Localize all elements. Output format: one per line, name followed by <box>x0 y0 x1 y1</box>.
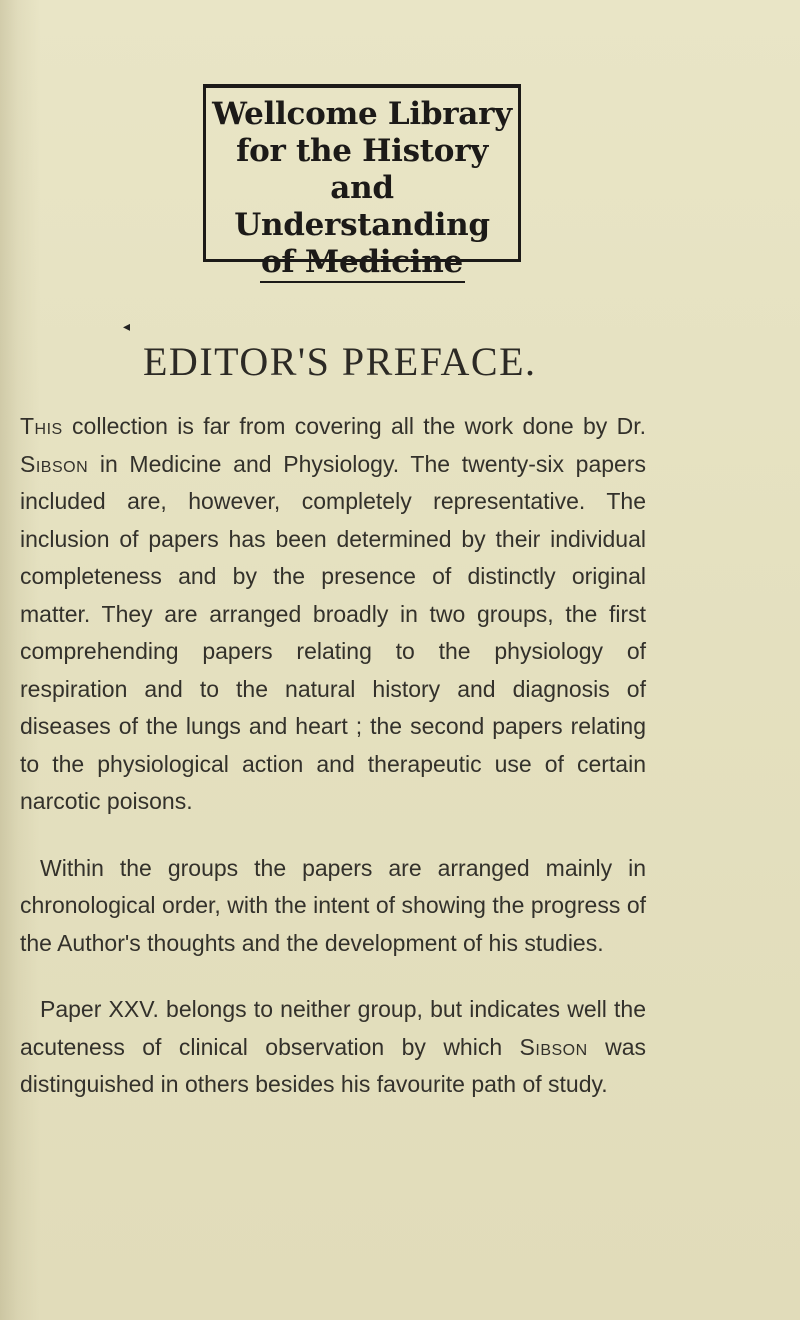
author-name-2: Sibson <box>519 1033 588 1060</box>
paragraph-2 <box>20 850 646 963</box>
stamp-line-4: of Medicine <box>260 244 465 283</box>
paragraph-1-text-a: collection is far from covering all the work done by Dr. <box>62 413 646 439</box>
paragraph-1 <box>20 408 646 821</box>
stamp-line-2: for the History <box>236 133 488 169</box>
stamp-line-1: Wellcome Library <box>212 96 512 132</box>
stamp-line-3: and Understanding <box>234 170 490 243</box>
paragraph-1-text-b: in Medicine and Physiology. The twenty-six papers included are, however, completely representative. The inclusion of papers has been determined by their individual completeness and by the presence of distinctly original matter. They are arranged broadly in two groups, the first comprehending papers relating to the physiology of respiration and to the natural history and diagnosis of diseases of the lungs and heart ; the second papers relating to the physiological action and therapeutic use of certain narcotic poisons. <box>20 450 646 814</box>
library-stamp <box>203 84 521 280</box>
paragraph-2-text: Within the groups the papers are arranged mainly in chronological order, with the intent of showing the progress of the Author's thoughts and the development of his studies. <box>20 854 646 956</box>
paragraph-3-text-a: Paper XXV. belongs to neither group, but indicates well the acuteness of clinical observation by which <box>20 996 646 1060</box>
preface-body <box>20 408 646 1133</box>
paragraph-3 <box>20 991 646 1104</box>
printer-mark-icon: ◂ <box>123 318 131 334</box>
author-name: Sibson <box>20 450 89 477</box>
page-title: EDITOR'S PREFACE. <box>143 339 537 384</box>
paragraph-3-text-b: was distinguished in others besides his favourite path of study. <box>20 1033 646 1097</box>
paragraph-1-lead: This <box>20 413 63 439</box>
